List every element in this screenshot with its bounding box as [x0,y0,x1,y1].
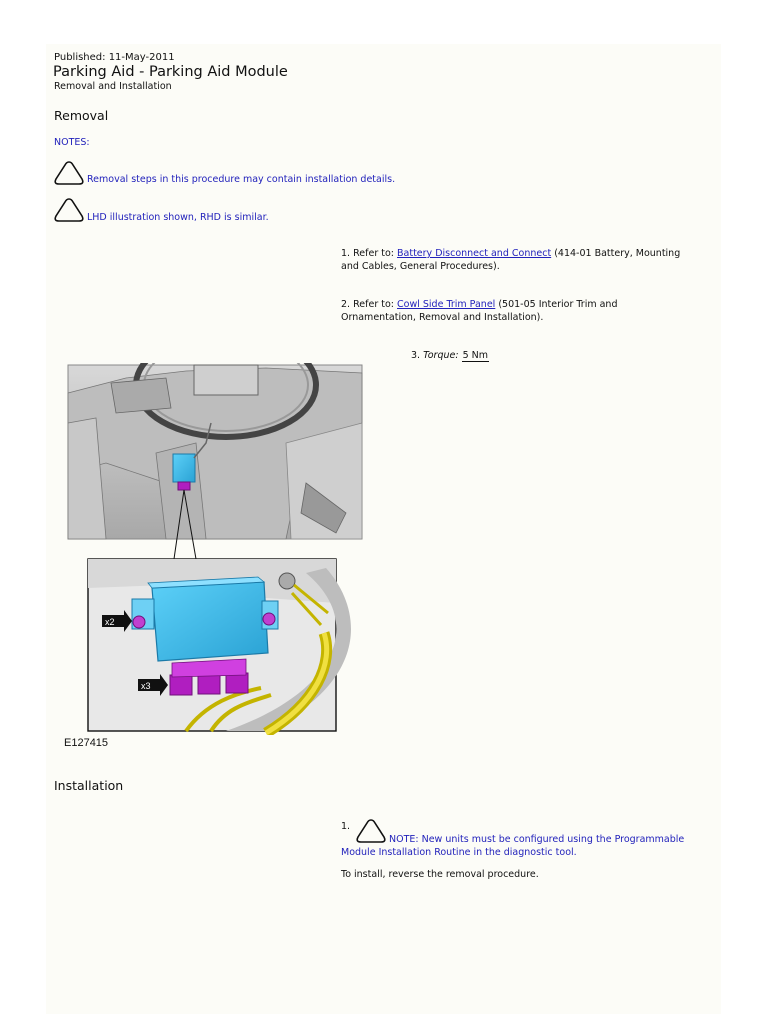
warning-triangle-icon [53,160,85,186]
page-subtitle: Removal and Installation [54,81,172,92]
removal-heading: Removal [54,108,109,123]
page-title: Parking Aid - Parking Aid Module [53,64,288,80]
torque-label: Torque: [423,350,459,361]
step-number: 1. [341,248,351,259]
battery-disconnect-link[interactable]: Battery Disconnect and Connect [397,248,552,259]
step-prefix: Refer to: [353,299,398,310]
installation-instruction: To install, reverse the removal procedure. [341,869,539,880]
figure-caption: E127415 [64,737,109,749]
removal-step-1 [341,248,681,273]
note-installation-details: Removal steps in this procedure may contain installation details. [87,174,396,185]
removal-step-3 [411,350,611,363]
installation-step-number: 1. [341,821,351,832]
removal-step-2 [341,299,681,324]
warning-triangle-icon [53,197,85,223]
published-date: Published: 11-May-2011 [54,52,175,63]
parking-aid-module-illustration [66,363,364,735]
installation-note: NOTE: New units must be configured using the Programmable Module Installation Routine in the diagnostic tool. [341,834,685,858]
notes-label: NOTES: [54,137,90,148]
bolt-count-callout: x2 [105,617,115,627]
connector-count-callout: x3 [141,681,151,691]
step-suffix: (501-05 Interior Trim and Ornamentation, Removal and Installation). [341,299,618,323]
step-prefix: Refer to: [353,248,398,259]
installation-heading: Installation [54,778,124,793]
step-suffix: (414-01 Battery, Mounting and Cables, General Procedures). [341,248,681,272]
torque-value: 5 Nm [462,350,489,361]
note-lhd-illustration: LHD illustration shown, RHD is similar. [87,212,269,223]
cowl-side-trim-panel-link[interactable]: Cowl Side Trim Panel [397,299,496,310]
step-number: 2. [341,299,351,310]
step-number: 3. [411,350,421,361]
